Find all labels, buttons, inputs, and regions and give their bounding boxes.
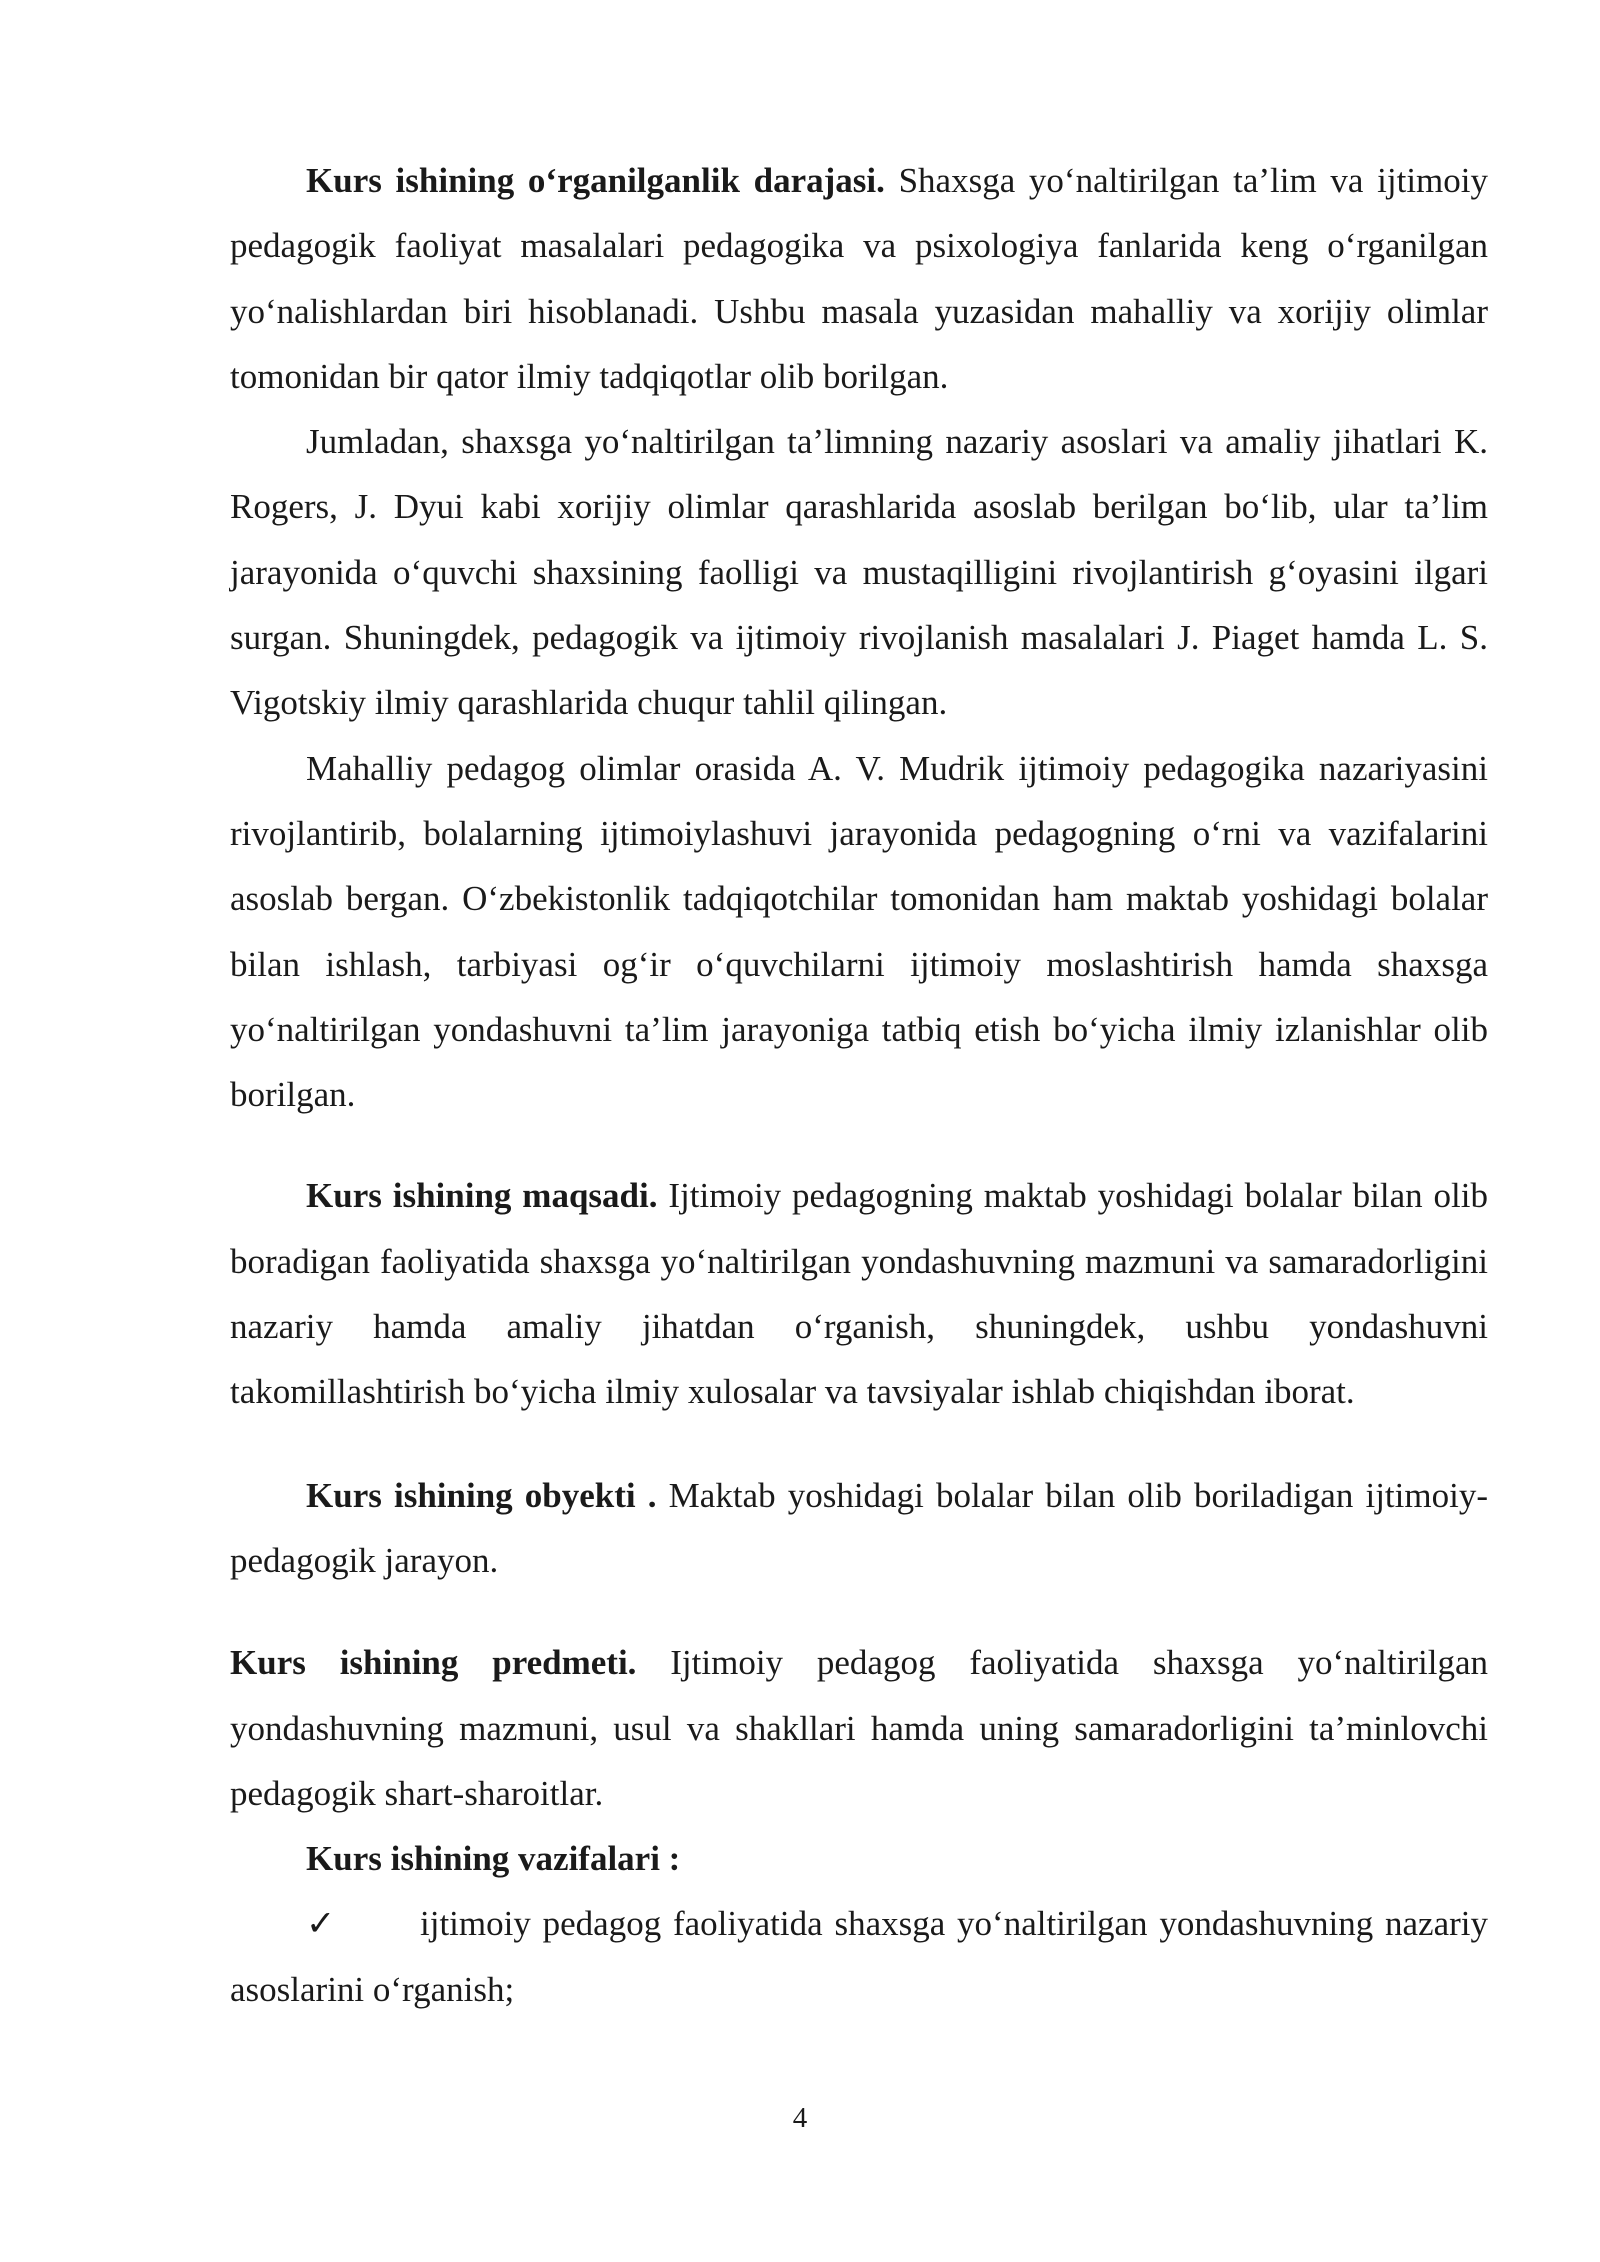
page-number: 4 <box>792 2102 808 2134</box>
document-page <box>230 148 1488 2022</box>
task-list-item <box>230 1891 1488 2022</box>
paragraph-object <box>230 1463 1488 1594</box>
task-item-text: ijtimoiy pedagog faoliyatida shaxsga yo‘naltirilgan yondashuvning nazariy asoslarini o‘rganish; <box>230 1904 1488 2009</box>
paragraph-subject <box>230 1630 1488 1826</box>
paragraph-purpose-text: Ijtimoiy pedagogning maktab yoshidagi bolalar bilan olib boradigan faoliyatida shaxsga yo‘naltirilgan yondashuvning mazmuni va samaradorligini nazariy hamda amaliy jihatdan o‘rganish, shuningdek, ushbu yondashuvni takomillashtirish bo‘yicha ilmiy xulosalar va tavsiyalar ishlab chiqishdan iborat. <box>230 1176 1489 1412</box>
paragraph-tasks-heading <box>230 1826 1488 1891</box>
heading-object: Kurs ishining obyekti . <box>306 1475 657 1515</box>
heading-purpose: Kurs ishining maqsadi. <box>306 1176 658 1216</box>
paragraph-foreign-scholars-text: Jumladan, shaxsga yo‘naltirilgan ta’limning nazariy asoslari va amaliy jihatlari K. Rogers, J. Dyui kabi xorijiy olimlar qarashlarida asoslab berilgan bo‘lib, ular ta’lim jarayonida o‘quvchi shaxsining faolligi va mustaqilligini rivojlantirish g‘oyasini ilgari surgan. Shuningdek, pedagogik va ijtimoiy rivojlanish masalalari J. Piaget hamda L. S. Vigotskiy ilmiy qarashlarida chuqur tahlil qilingan. <box>230 422 1488 723</box>
paragraph-local-scholars <box>230 736 1488 1128</box>
paragraph-object-text: Maktab yoshidagi bolalar bilan olib boriladigan ijtimoiy-pedagogik jarayon. <box>230 1475 1488 1580</box>
heading-study-level: Kurs ishining o‘rganilganlik darajasi. <box>306 161 885 200</box>
paragraph-subject-text: Ijtimoiy pedagog faoliyatida shaxsga yo‘naltirilgan yondashuvning mazmuni, usul va shakllari hamda uning samaradorligini ta’minlovchi pedagogik shart-sharoitlar. <box>230 1643 1488 1813</box>
paragraph-purpose <box>230 1163 1488 1424</box>
heading-tasks: Kurs ishining vazifalari : <box>306 1839 681 1879</box>
paragraph-local-scholars-text: Mahalliy pedagog olimlar orasida A. V. Mudrik ijtimoiy pedagogika nazariyasini rivojlantirib, bolalarning ijtimoiylashuvi jarayonida pedagogning o‘rni va vazifalarini asoslab bergan. O‘zbekistonlik tadqiqotchilar tomonidan ham maktab yoshidagi bolalar bilan ishlash, tarbiyasi og‘ir o‘quvchilarni ijtimoiy moslashtirish hamda shaxsga yo‘naltirilgan yondashuvni ta’lim jarayoniga tatbiq etish bo‘yicha ilmiy izlanishlar olib borilgan. <box>230 748 1488 1115</box>
paragraph-study-level-text: Shaxsga yo‘naltirilgan ta’lim va ijtimoiy pedagogik faoliyat masalalari pedagogika va psixologiya fanlarida keng o‘rganilgan yo‘nalishlardan biri hisoblanadi. Ushbu masala yuzasidan mahalliy va xorijiy olimlar tomonidan bir qator ilmiy tadqiqotlar olib borilgan. <box>230 161 1488 396</box>
paragraph-study-level <box>230 148 1488 409</box>
paragraph-foreign-scholars <box>230 409 1488 735</box>
checkmark-icon: ✓ <box>306 1904 336 1944</box>
heading-subject: Kurs ishining predmeti. <box>230 1643 637 1683</box>
